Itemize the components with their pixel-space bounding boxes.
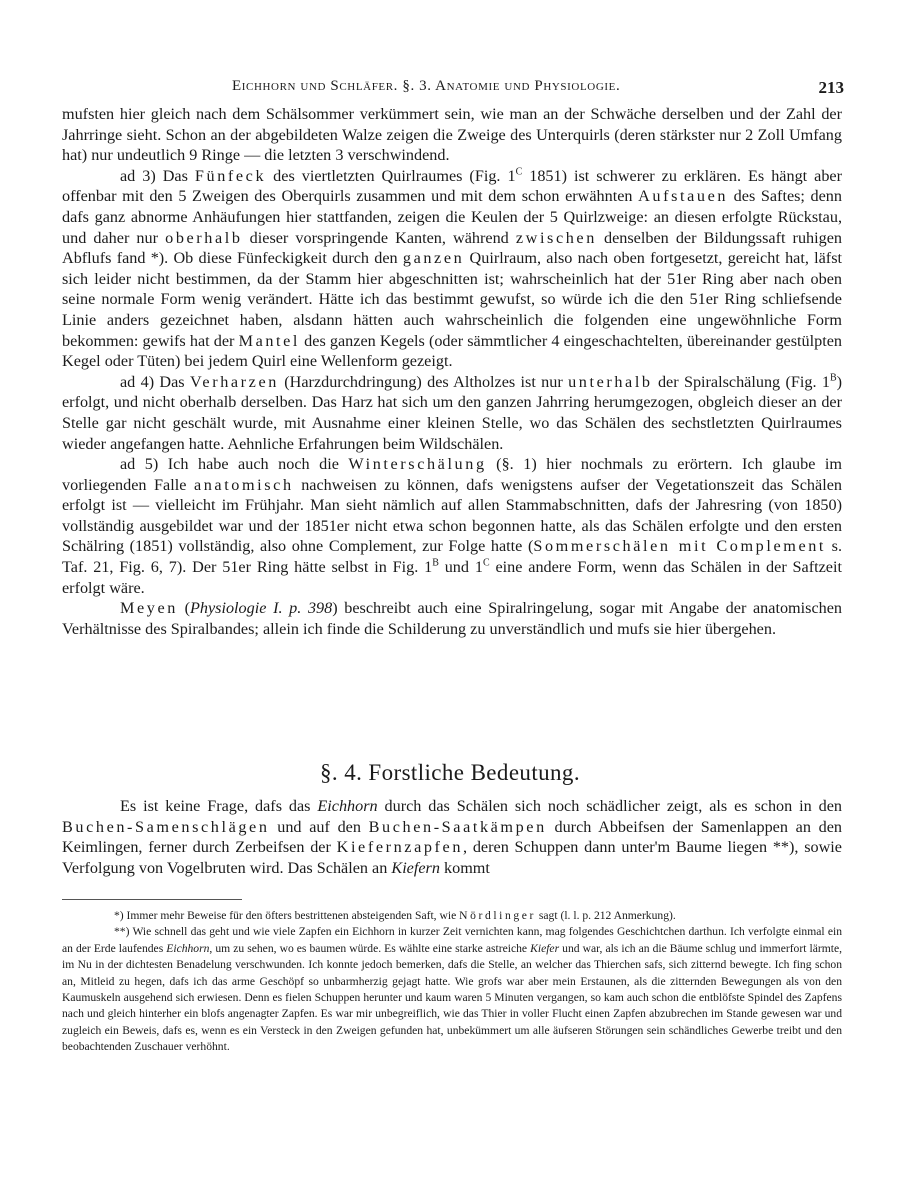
spaced-term: Winterschälung: [348, 455, 487, 474]
text-run: (Harzdurchdringung) des Altholzes ist nur: [278, 372, 569, 391]
text-run: durch das Schälen sich noch schädlicher zeigt, als es schon in den: [377, 797, 842, 815]
section-heading: §. 4. Forstliche Bedeutung.: [320, 760, 580, 785]
paragraph-section-4: [62, 796, 842, 878]
figure-superscript: C: [482, 557, 490, 569]
text-run: dieser vorspringende Kanten, während: [242, 228, 516, 247]
paragraph-ad-5: [62, 454, 842, 598]
spaced-term: oberhalb: [165, 228, 243, 247]
page-header: [0, 78, 900, 102]
paragraph-continuation: mufsten hier gleich nach dem Schälsommer verkümmert sein, wie man an der Schwäche derselben und der Zahl der Jahrringe sieht. Schon an der abgebildeten Walze zeigen die Zweige des Unterquirls (deren stärkster nur 2 Zoll Umfang hat) nur undeutlich 9 Ringe — die letzten 3 verschwindend.: [62, 105, 842, 165]
text-run: 1851) ist schwerer zu erklären. Es hängt aber offenbar mit den 5 Zweigen des Oberquirls zusammen und mit dem schon erwähnten: [62, 166, 843, 206]
figure-superscript: B: [432, 557, 439, 569]
paragraph-ad-4: [62, 372, 842, 454]
text-run: des ganzen Kegels (oder sämmtlicher 4 eingeschachtelten, übereinander gestülpten Kegel oder Tüten) bei jedem Quirl eine Wellenform gezeigt.: [62, 331, 842, 371]
figure-superscript: C: [515, 166, 523, 178]
page-number: 213: [818, 78, 844, 97]
spaced-term: anatomisch: [193, 475, 294, 494]
paragraph-meyen: [62, 598, 842, 639]
text-run: s. Taf. 21, Fig. 6, 7). Der 51er Ring hätte selbst in Fig. 1: [62, 537, 842, 577]
spaced-term: unterhalb: [568, 372, 653, 391]
italic-term: Kiefern: [391, 858, 440, 877]
spaced-term: Fünfeck: [194, 166, 267, 185]
footnote-1: [62, 908, 842, 924]
text-run: **) Wie schnell das geht und wie viele Zapfen ein Eichhorn in kurzer Zeit vernichten kann, mag folgendes Geschichtchen darthun. Ich verfolgte einmal ein an der Erde laufendes: [62, 925, 842, 955]
spaced-term: Verharzen: [189, 372, 279, 391]
body-text-upper: [62, 104, 842, 639]
spaced-term: Mantel: [238, 331, 301, 350]
figure-superscript: B: [829, 372, 837, 384]
text-run: *) Immer mehr Beweise für den öfters bestrittenen absteigenden Saft, wie: [114, 909, 460, 922]
spaced-term: ganzen: [402, 249, 465, 268]
spaced-term: zwischen: [515, 228, 597, 247]
text-run: denselben der Bildungssaft ruhigen Abflufs fand *). Ob diese Fünfeckigkeit durch den: [62, 228, 843, 268]
spaced-term: Buchen-Samenschlägen: [62, 817, 270, 836]
text-run: des viertletzten Quirlraumes (Fig. 1: [266, 166, 516, 185]
spaced-term: Aufstauen: [638, 187, 729, 206]
text-run: Es ist keine Frage, dafs das: [120, 797, 318, 815]
spaced-term: Sommerschälen mit Complement: [533, 537, 827, 556]
text-run: , um zu sehen, wo es baumen würde. Es wählte eine starke astreiche: [209, 941, 531, 955]
body-text-lower: [62, 796, 842, 878]
text-run: und auf den: [269, 817, 369, 836]
running-head: Eichhorn und Schläfer. §. 3. Anatomie und Physiologie.: [232, 78, 621, 94]
text-run: ) erfolgt, und nicht oberhalb derselben. Das Harz hat sich um den ganzen Jahrring herumgezogen, obgleich dieser an der Stelle gar nicht geschält wurde, mit Ausnahme einer kleinen Stelle, wo das Schälen des sechstletzten Quirlraumes wieder angefangen hatte. Aehnliche Erfahrungen beim Wildschälen.: [62, 372, 842, 453]
footnote-2: [62, 924, 842, 1055]
text-run: Quirlraum, also nach oben fortgesetzt, gereicht hat, läfst sich leider nicht bestimmen, da der Stamm hier abgeschnitten ist; wahrscheinlich hat der 51er Ring aber nach oben seine normale Form wenig verändert. Hätte ich das bestimmt gewufst, so würde ich die den 51er Ring schliefsende Linie anders gezeichnet haben, alsdann hätten auch wahrscheinlich die folgenden eine ungewöhnliche Form bekommen: gewifs hat der: [62, 249, 842, 350]
text-run: eine andere Form, wenn das Schälen in der Saftzeit erfolgt wäre.: [62, 558, 842, 597]
text-run: nachweisen zu können, dafs wenigstens aufser der Vegetationszeit das Schälen erfolgt ist — vielleicht im Frühjahr. Man sieht nämlich auf allen Stammabschnitten, dafs der Jahresring (von 1850) vollständig ausgebildet war und der 1851er nicht etwa schon begonnen hatte, als das Schälen erfolgte und den ersten Schälring (1851) vollständig, also ohne Complement, zur Folge hatte (: [62, 475, 842, 556]
italic-term: Eichhorn: [317, 797, 378, 815]
spaced-term: Meyen: [120, 599, 178, 618]
text-run: kommt: [439, 858, 490, 877]
text-run: ) beschreibt auch eine Spiralringelung, sogar mit Angabe der anatomischen Verhältnisse des Spiralbandes; allein ich finde die Schilderung zu unverständlich und mufs sie hier übergehen.: [62, 599, 842, 638]
text-run: und 1: [438, 558, 483, 577]
text-run: ad 4) Das: [120, 372, 190, 391]
spaced-term: Buchen-Saatkämpen: [368, 817, 547, 836]
footnotes: [62, 908, 842, 1056]
citation-italic: Physiologie I. p. 398: [190, 599, 333, 618]
italic-term: Kiefer: [530, 941, 560, 955]
italic-term: Eichhorn: [166, 941, 210, 955]
footnote-divider: [62, 899, 242, 900]
text-run: des Saftes; denn dafs ganz abnorme Anhäufungen hier stattfanden, zeigen die Keulen der 5 Quirlzweige: an diesen erfolgte Rückstau, und daher nur: [62, 187, 842, 247]
text-run: (§. 1) hier nochmals zu erörtern. Ich glaube im vorliegenden Falle: [62, 455, 842, 494]
text-run: ad 3) Das: [120, 166, 195, 185]
text-run: sagt (l. l. p. 212 Anmerkung).: [536, 909, 676, 922]
text-run: ad 5) Ich habe auch noch die: [120, 455, 349, 474]
text-run: , deren Schuppen dann unter'm Baume liegen **), sowie Verfolgung von Vogelbruten wird. Das Schälen an: [62, 838, 842, 877]
text-run: und war, als ich an die Bäume schlug und immerfort lärmte, im Nu in der dichtesten Benadelung verschwunden. Ich konnte jedoch bemerken, dafs die Stelle, an welcher das Thierchen safs, sich zitternd bewegte. Ich fing schon an, Mitleid zu hegen, dafs ich das arme Geschöpf so unbarmherzig gejagt hatte. Wie grofs war aber mein Erstaunen, als die zitternden Bewegungen als von den Kaumuskeln ausgehend sich erwiesen. Denn es fielen Schuppen herunter und kaum waren 5 Minuten vergangen, so kam auch schon die entblöfste Spindel des Zapfens nach und gleich hinterher ein blofs angenagter Zapfen. Es war mir unbegreiflich, wie das Thier in voller Flucht einen Zapfen abzubrechen im Stande gewesen war und zugleich ein Beweis, dafs es, wenn es ein Versteck in den Zweigen gefunden hat, unbekümmert um alle äufseren Störungen sein schändliches Gewerbe treibt und den beobachtenden Zuschauer verhöhnt.: [62, 941, 843, 1054]
spaced-term: Nördlinger: [459, 909, 536, 922]
text-run: durch Abbeifsen der Samenlappen an den Keimlingen, ferner durch Zerbeifsen der: [62, 817, 842, 857]
text-run: (: [177, 599, 190, 618]
spaced-term: Kiefernzapfen: [336, 838, 464, 857]
text-run: der Spiralschälung (Fig. 1: [652, 372, 830, 391]
paragraph-ad-3: [62, 166, 842, 372]
